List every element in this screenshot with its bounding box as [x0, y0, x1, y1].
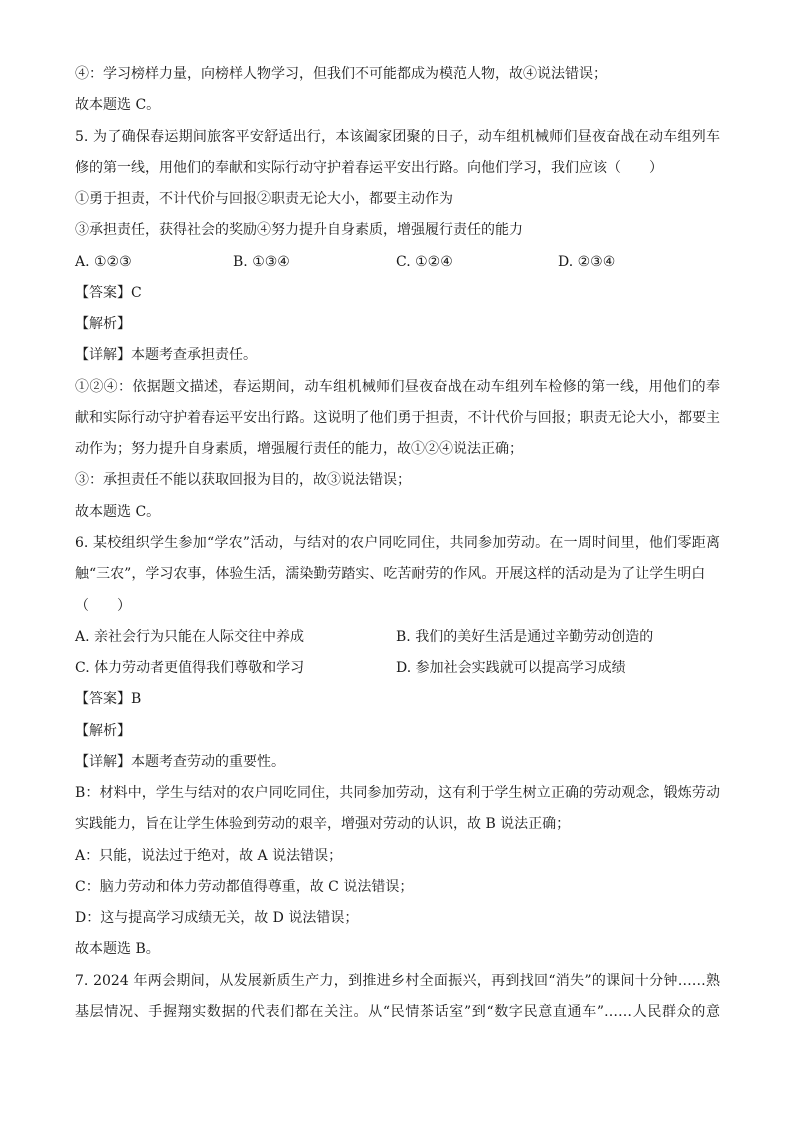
q5-explanation-line: 动作为；努力提升自身素质，增强履行责任的能力，故①②④说法正确；: [75, 441, 523, 458]
document-page: [75, 59, 720, 1028]
q6-answer: 【答案】B: [75, 691, 142, 708]
q5-options-row: [75, 247, 720, 278]
q6-explanation-line: B：材料中，学生与结对的农户同吃同住，共同参加劳动，这有利于学生树立正确的劳动观念，锻炼劳动: [75, 785, 720, 802]
q7-stem-line: 基层情况、手握翔实数据的代表们都在关注。从“民情茶话室”到“数字民意直通车”……人民群众的意: [75, 1003, 720, 1020]
q5-statement-line: ③承担责任，获得社会的奖励④努力提升自身素质，增强履行责任的能力: [75, 222, 523, 239]
q5-stem-line: 修的第一线，用他们的奉献和实际行动守护着春运平安出行路。向他们学习，我们应该（ ）: [75, 159, 663, 176]
q6-explanation-line: C：脑力劳动和体力劳动都值得尊重，故 C 说法错误；: [75, 878, 414, 895]
q6-stem-line: 触“三农”，学习农事，体验生活，濡染勤劳踏实、吃苦耐劳的作风。开展这样的活动是为了让学生明白: [75, 566, 706, 583]
prev-explanation-line: ④：学习榜样力量，向榜样人物学习，但我们不可能都成为模范人物，故④说法错误；: [75, 66, 607, 82]
q6-explanation-line: D：这与提高学习成绩无关，故 D 说法错误；: [75, 910, 359, 927]
q6-analysis-label: 【解析】: [75, 722, 131, 739]
q6-option-d: D. 参加社会实践就可以提高学习成绩: [396, 660, 626, 677]
q5-stem-line: 5. 为了确保春运期间旅客平安舒适出行，本该阖家团聚的日子，动车组机械师们昼夜奋战在动车组列车: [75, 128, 720, 145]
q5-explanation-line: 献和实际行动守护着春运平安出行路。这说明了他们勇于担责，不计代价与回报；职责无论大小，都要主: [75, 409, 720, 426]
q5-analysis-label: 【解析】: [75, 316, 131, 333]
q5-detail: 【详解】本题考查承担责任。: [75, 347, 257, 364]
q6-detail: 【详解】本题考查劳动的重要性。: [75, 753, 285, 770]
q5-option-b: B. ①③④: [233, 253, 290, 270]
q5-answer: 【答案】C: [75, 284, 142, 301]
prev-conclusion: 故本题选 C。: [75, 97, 161, 114]
q6-conclusion: 故本题选 B。: [75, 941, 160, 958]
q6-stem-line: 6. 某校组织学生参加“学农”活动，与结对的农户同吃同住，共同参加劳动。在一周时间里，他们零距离: [75, 534, 720, 551]
q6-options-row: [75, 622, 720, 653]
q5-option-a: A. ①②③: [75, 253, 132, 270]
q6-explanation-line: A：只能，说法过于绝对，故 A 说法错误；: [75, 847, 343, 864]
q5-statement-line: ①勇于担责，不计代价与回报②职责无论大小，都要主动作为: [75, 191, 453, 208]
q5-explanation-line: ③：承担责任不能以获取回报为目的，故③说法错误；: [75, 472, 411, 489]
q6-stem-line: （ ）: [75, 597, 131, 614]
q7-stem-line: 7. 2024 年两会期间，从发展新质生产力，到推进乡村全面振兴，再到找回“消失”的课间十分钟……熟: [75, 972, 720, 989]
q5-option-c: C. ①②④: [396, 253, 453, 270]
q5-option-d: D. ②③④: [558, 253, 616, 270]
q6-option-a: A. 亲社会行为只能在人际交往中养成: [75, 628, 305, 645]
q6-explanation-line: 实践能力，旨在让学生体验到劳动的艰辛，增强对劳动的认识，故 B 说法正确；: [75, 816, 571, 833]
q5-explanation-line: ①②④：依据题文描述，春运期间，动车组机械师们昼夜奋战在动车组列车检修的第一线，用他们的奉: [75, 378, 720, 395]
q5-conclusion: 故本题选 C。: [75, 503, 161, 520]
q6-option-c: C. 体力劳动者更值得我们尊敬和学习: [75, 660, 305, 677]
q6-options-row: [75, 653, 720, 684]
q6-option-b: B. 我们的美好生活是通过辛勤劳动创造的: [396, 628, 654, 645]
